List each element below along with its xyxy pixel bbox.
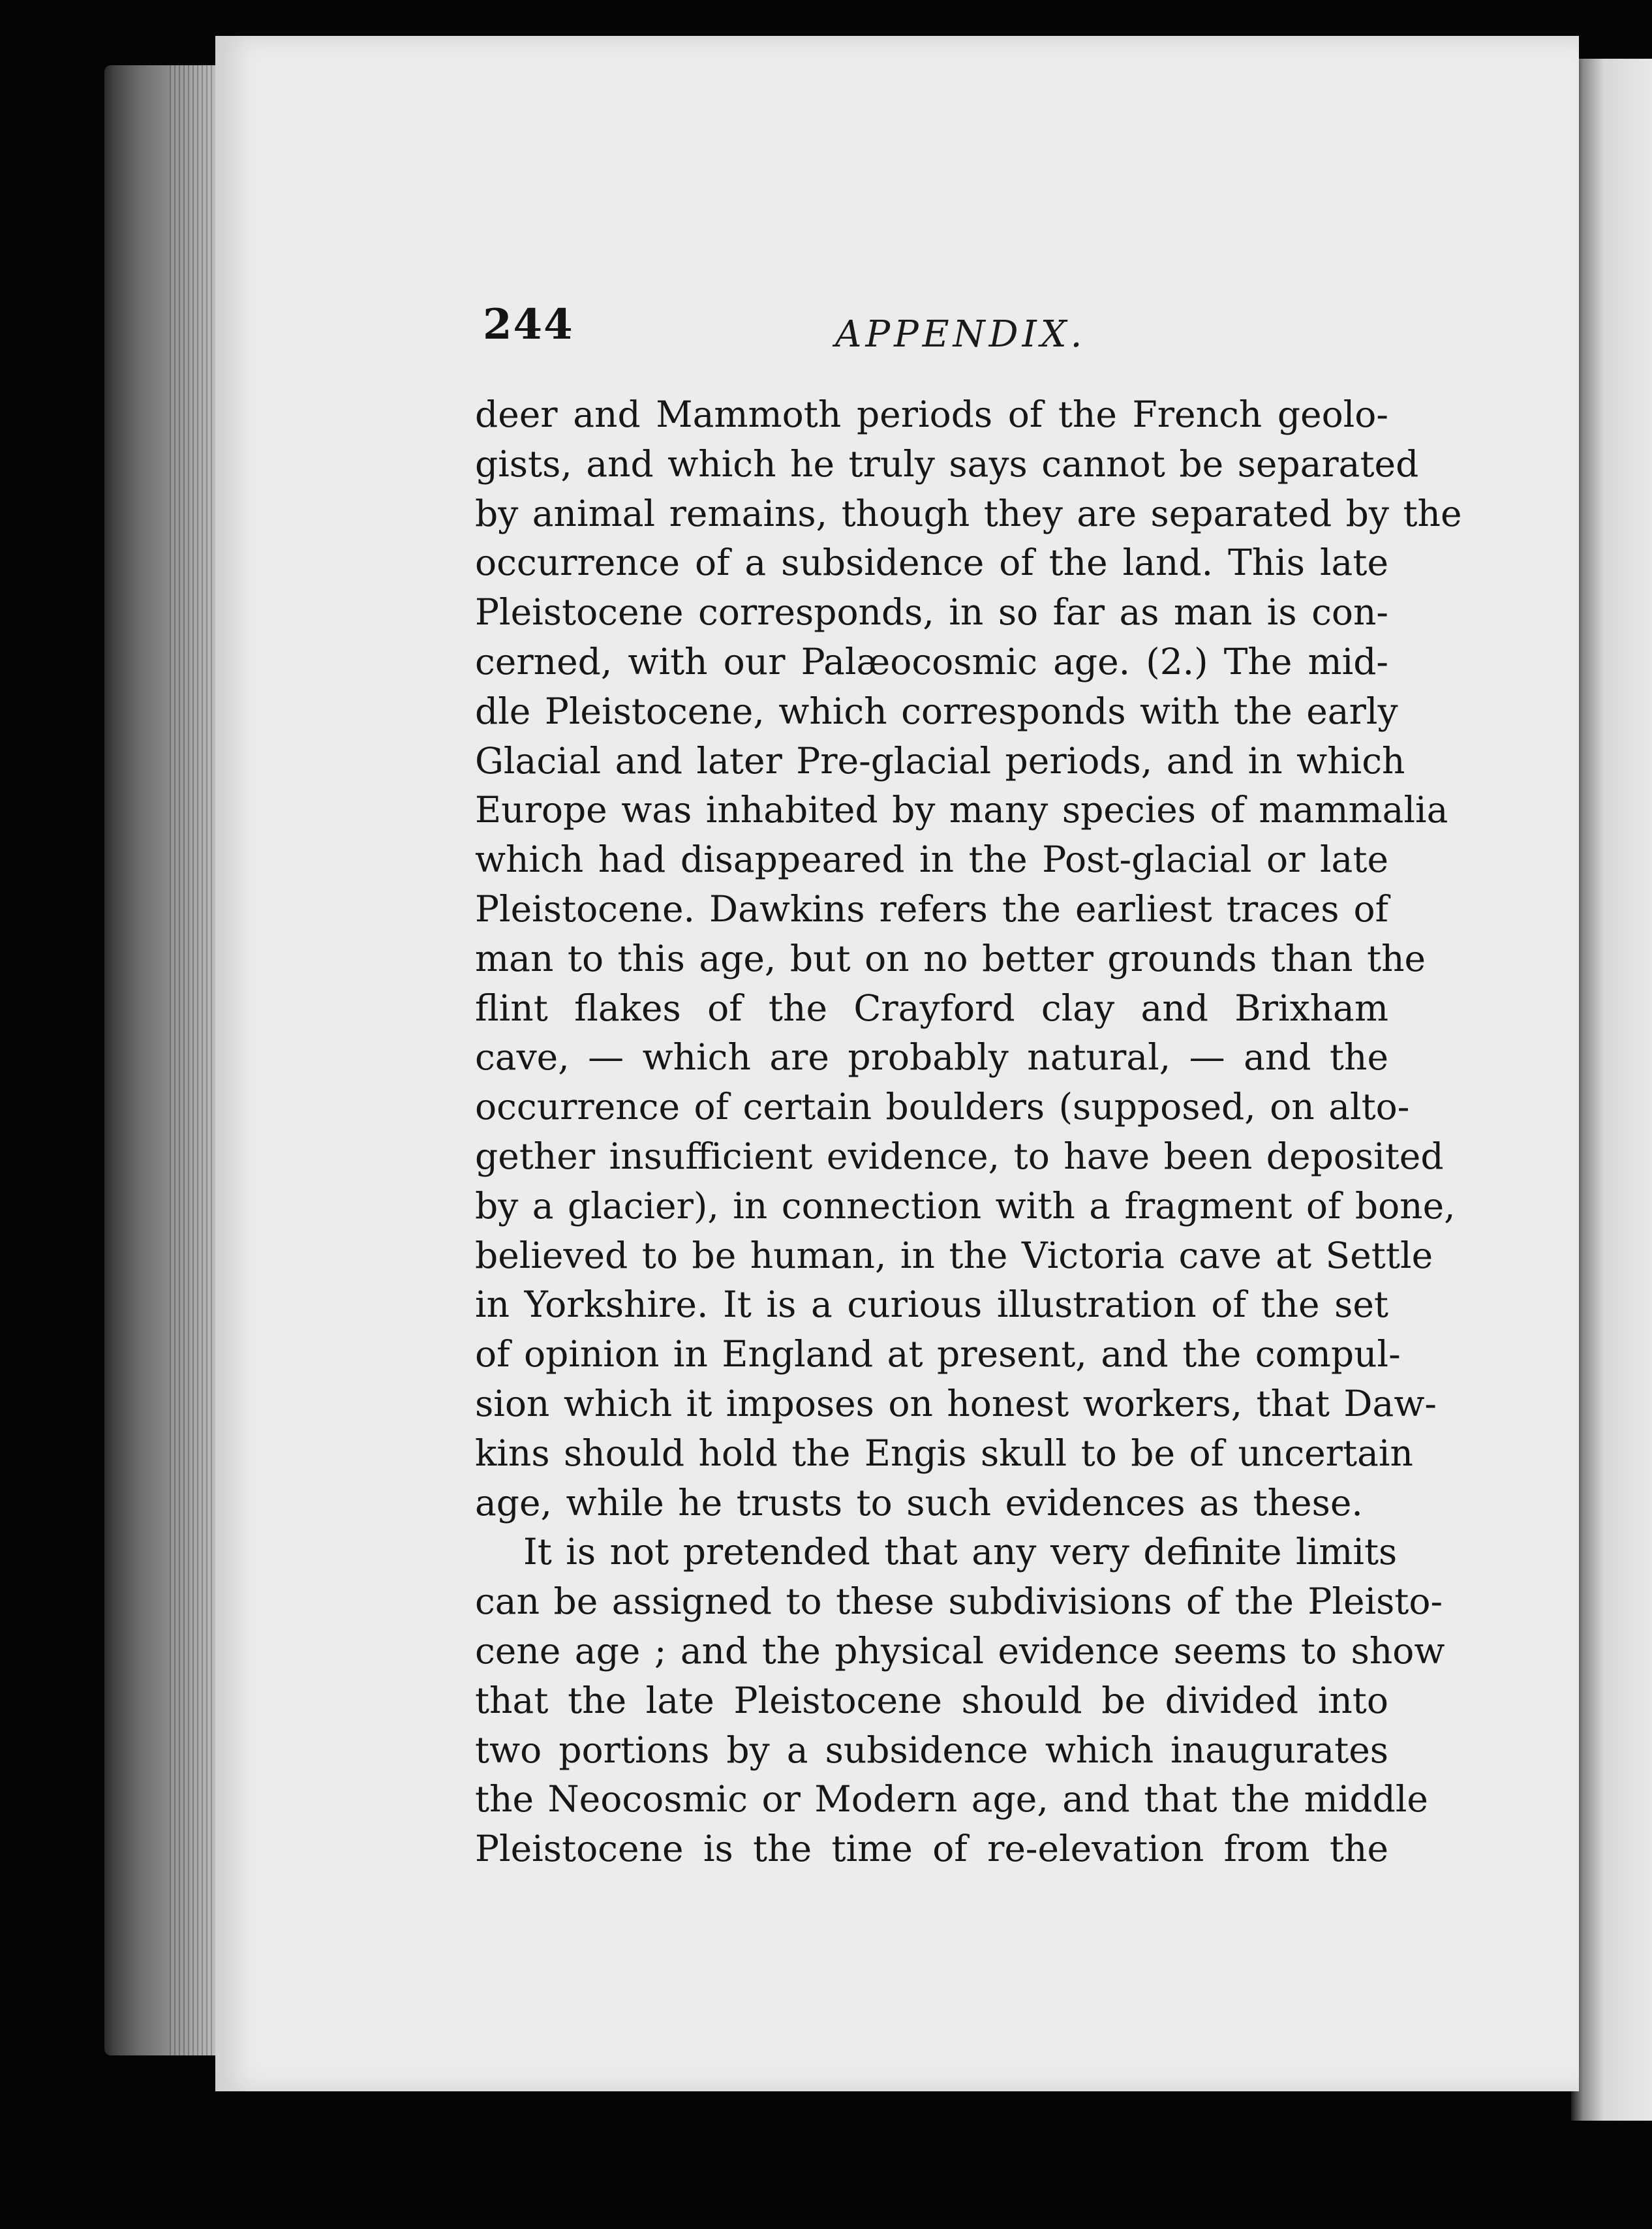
text-line: Pleistocene corresponds, in so far as man is con- [475,591,1388,634]
text-line: deer and Mammoth periods of the French geolo- [475,393,1388,435]
page-number: 244 [483,300,574,349]
text-line: in Yorkshire. It is a curious illustration of the set [475,1284,1388,1326]
paragraph-start-line: It is not pretended that any very definite limits [523,1531,1398,1573]
text-line: two portions by a subsidence which inaugurates [475,1729,1388,1771]
text-line: man to this age, but on no better grounds than the [475,937,1426,979]
text-line: Glacial and later Pre-glacial periods, and in which [475,739,1405,782]
text-line: dle Pleistocene, which corresponds with the early [475,690,1398,732]
page-header [483,295,1396,367]
facing-page-edge [1571,59,1652,2121]
text-line: of opinion in England at present, and the compul- [475,1333,1401,1376]
text-line: cene age ; and the physical evidence seems to show [475,1629,1445,1672]
text-line: cerned, with our Palæocosmic age. (2.) The mid- [475,640,1388,683]
running-head: APPENDIX. [835,313,1086,356]
text-line: occurrence of a subsidence of the land. This late [475,542,1388,584]
text-line: occurrence of certain boulders (supposed, on alto- [475,1086,1410,1128]
body-text [475,390,1462,1874]
text-line: cave, — which are probably natural, — and the [475,1036,1388,1079]
text-line: Pleistocene. Dawkins refers the earliest traces of [475,887,1388,930]
paragraph-end-line: age, while he trusts to such evidences as these. [475,1481,1363,1524]
text-line: by a glacier), in connection with a fragment of bone, [475,1184,1456,1227]
text-line: which had disappeared in the Post-glacial or late [475,838,1388,881]
text-line: gists, and which he truly says cannot be separated [475,442,1419,485]
text-line: flint flakes of the Crayford clay and Brixham [475,987,1388,1029]
text-line: the Neocosmic or Modern age, and that the middle [475,1778,1428,1821]
text-line: sion which it imposes on honest workers, that Daw- [475,1382,1437,1424]
text-line: by animal remains, though they are separated by the [475,492,1462,534]
text-line: believed to be human, in the Victoria cave at Settle [475,1234,1433,1276]
text-line: Pleistocene is the time of re-elevation from the [475,1828,1388,1870]
text-line: gether insufficient evidence, to have been deposited [475,1135,1444,1177]
text-line: kins should hold the Engis skull to be of uncertain [475,1432,1413,1474]
text-line: that the late Pleistocene should be divided into [475,1679,1388,1721]
text-line: Europe was inhabited by many species of mammalia [475,789,1448,831]
text-line: can be assigned to these subdivisions of the Pleisto- [475,1580,1443,1623]
